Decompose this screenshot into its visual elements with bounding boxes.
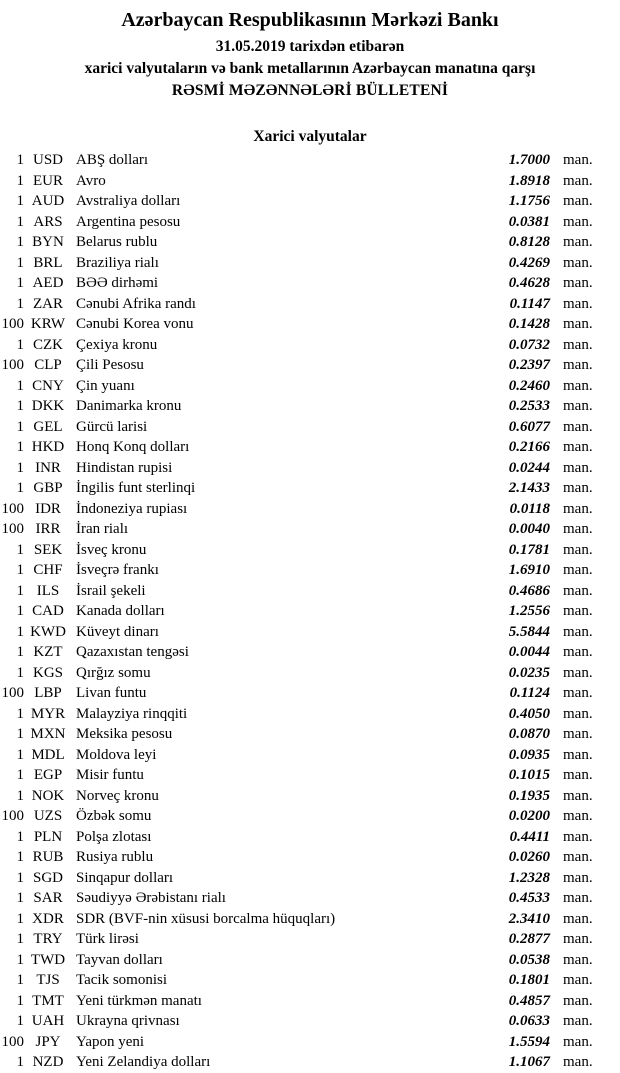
- quantity-cell: 1: [16, 623, 24, 640]
- quantity-cell: 1: [16, 439, 24, 455]
- currency-code-cell: AUD: [31, 193, 65, 209]
- rate-value-cell: 1.1756: [508, 193, 550, 209]
- currency-name-cell: BƏƏ dirhəmi: [76, 275, 159, 291]
- currency-name-cell: Tacik somonisi: [76, 972, 168, 988]
- rate-value-cell: 1.7000: [508, 152, 550, 168]
- currency-name-cell: Türk lirəsi: [76, 931, 139, 947]
- currency-name-cell: Qırğız somu: [76, 664, 151, 681]
- currency-code-cell: MYR: [30, 705, 66, 722]
- table-row: [0, 704, 620, 725]
- rate-value-cell: 1.8918: [508, 172, 550, 189]
- quantity-cell: 1: [16, 275, 24, 291]
- currency-code-cell: KWD: [30, 623, 66, 640]
- table-row: [0, 499, 620, 520]
- table-row: [0, 376, 620, 397]
- quantity-cell: 1: [16, 890, 24, 906]
- currency-code-cell: LBP: [34, 685, 62, 701]
- currency-name-cell: Yapon yeni: [76, 1033, 145, 1050]
- table-row: [0, 171, 620, 192]
- table-row: [0, 212, 620, 233]
- currency-name-cell: Hindistan rupisi: [76, 459, 173, 476]
- currency-code-cell: CLP: [34, 357, 62, 373]
- rate-value-cell: 0.0235: [508, 664, 550, 681]
- quantity-cell: 1: [16, 931, 24, 947]
- currency-name-cell: Qazaxıstan tengəsi: [76, 644, 189, 660]
- rate-value-cell: 0.0538: [508, 951, 550, 968]
- currency-code-cell: RUB: [32, 849, 64, 865]
- table-row: [0, 642, 620, 663]
- unit-cell: man.: [563, 357, 593, 373]
- unit-cell: man.: [563, 951, 593, 968]
- quantity-cell: 1: [16, 992, 24, 1009]
- currency-code-cell: EGP: [33, 767, 63, 783]
- rate-value-cell: 0.0732: [508, 336, 550, 353]
- rate-value-cell: 0.4533: [508, 890, 550, 906]
- quantity-cell: 1: [16, 172, 24, 189]
- table-row: [0, 1052, 620, 1073]
- quantity-cell: 1: [16, 869, 24, 886]
- rate-value-cell: 0.4857: [508, 992, 550, 1009]
- currency-name-cell: İngilis funt sterlinqi: [76, 480, 196, 496]
- currency-name-cell: Norveç kronu: [76, 787, 159, 804]
- currency-name-cell: Misir funtu: [76, 767, 144, 783]
- quantity-cell: 1: [16, 295, 24, 312]
- table-row: [0, 601, 620, 622]
- unit-cell: man.: [563, 910, 593, 927]
- currency-name-cell: Avstraliya dolları: [76, 193, 181, 209]
- effective-date-line: 31.05.2019 tarixdən etibarən: [215, 38, 405, 55]
- table-row: [0, 765, 620, 786]
- quantity-cell: 1: [16, 582, 24, 599]
- rate-value-cell: 0.1781: [508, 541, 550, 558]
- table-row: [0, 191, 620, 212]
- rate-value-cell: 0.8128: [508, 234, 550, 250]
- table-row: [0, 396, 620, 417]
- rate-value-cell: 0.1015: [508, 767, 550, 783]
- currency-code-cell: SEK: [33, 541, 63, 558]
- rate-value-cell: 2.1433: [508, 480, 550, 496]
- unit-cell: man.: [563, 480, 593, 496]
- currency-code-cell: EUR: [33, 172, 63, 189]
- currency-name-cell: Sinqapur dolları: [76, 869, 174, 886]
- currency-name-cell: Danimarka kronu: [76, 398, 182, 414]
- bulletin-title: RƏSMİ MƏZƏNNƏLƏRİ BÜLLETENİ: [171, 82, 449, 99]
- quantity-cell: 1: [16, 828, 24, 845]
- currency-code-cell: MXN: [30, 726, 66, 742]
- table-row: [0, 991, 620, 1012]
- table-row: [0, 232, 620, 253]
- rate-value-cell: 0.0260: [508, 849, 550, 865]
- rate-value-cell: 1.5594: [508, 1033, 550, 1050]
- quantity-cell: 1: [16, 234, 24, 250]
- unit-cell: man.: [563, 705, 593, 722]
- document-header: [0, 0, 620, 100]
- quantity-cell: 1: [16, 459, 24, 476]
- table-row: [0, 950, 620, 971]
- unit-cell: man.: [563, 377, 593, 394]
- quantity-cell: 1: [16, 1013, 24, 1029]
- unit-cell: man.: [563, 213, 593, 230]
- unit-cell: man.: [563, 316, 593, 332]
- rate-value-cell: 1.2556: [508, 603, 550, 619]
- currency-name-cell: İndoneziya rupiası: [76, 500, 188, 517]
- unit-cell: man.: [563, 500, 593, 517]
- currency-code-cell: USD: [32, 152, 63, 168]
- unit-cell: man.: [563, 787, 593, 804]
- rate-value-cell: 2.3410: [508, 910, 550, 927]
- table-row: [0, 663, 620, 684]
- rate-value-cell: 0.0935: [508, 746, 550, 763]
- currency-code-cell: ARS: [33, 213, 63, 230]
- currency-code-cell: JPY: [35, 1033, 61, 1050]
- quantity-cell: 100: [1, 685, 24, 701]
- currency-name-cell: Meksika pesosu: [76, 726, 173, 742]
- currency-name-cell: Çin yuanı: [76, 377, 135, 394]
- table-row: [0, 581, 620, 602]
- currency-code-cell: UZS: [33, 808, 63, 824]
- table-row: [0, 929, 620, 950]
- rate-value-cell: 0.4050: [508, 705, 550, 722]
- rate-value-cell: 0.1935: [508, 787, 550, 804]
- unit-cell: man.: [563, 992, 593, 1009]
- table-row: [0, 519, 620, 540]
- currency-name-cell: Polşa zlotası: [76, 828, 152, 845]
- unit-cell: man.: [563, 972, 593, 988]
- rate-value-cell: 0.1801: [508, 972, 550, 988]
- unit-cell: man.: [563, 644, 593, 660]
- currency-code-cell: IRR: [35, 521, 61, 537]
- quantity-cell: 1: [16, 562, 24, 578]
- unit-cell: man.: [563, 664, 593, 681]
- rate-value-cell: 0.2397: [508, 357, 550, 373]
- currency-name-cell: Moldova leyi: [76, 746, 157, 763]
- unit-cell: man.: [563, 849, 593, 865]
- rate-value-cell: 0.2533: [508, 398, 550, 414]
- currency-name-cell: Braziliya rialı: [76, 254, 159, 271]
- unit-cell: man.: [563, 541, 593, 558]
- table-row: [0, 150, 620, 171]
- currency-code-cell: CAD: [32, 603, 64, 619]
- quantity-cell: 1: [16, 787, 24, 804]
- rate-value-cell: 0.0200: [508, 808, 550, 824]
- quantity-cell: 100: [1, 1033, 24, 1050]
- currency-name-cell: Çexiya kronu: [76, 336, 158, 353]
- rate-value-cell: 0.0044: [508, 644, 550, 660]
- unit-cell: man.: [563, 685, 593, 701]
- unit-cell: man.: [563, 623, 593, 640]
- unit-cell: man.: [563, 459, 593, 476]
- quantity-cell: 1: [16, 603, 24, 619]
- currency-name-cell: Kanada dolları: [76, 603, 165, 619]
- currency-name-cell: Cənubi Korea vonu: [76, 316, 194, 332]
- unit-cell: man.: [563, 767, 593, 783]
- quantity-cell: 1: [16, 480, 24, 496]
- quantity-cell: 1: [16, 152, 24, 168]
- table-row: [0, 540, 620, 561]
- quantity-cell: 1: [16, 336, 24, 353]
- unit-cell: man.: [563, 890, 593, 906]
- currency-code-cell: GEL: [33, 418, 63, 435]
- unit-cell: man.: [563, 275, 593, 291]
- quantity-cell: 1: [16, 746, 24, 763]
- rate-value-cell: 0.4411: [509, 828, 550, 845]
- currency-code-cell: TRY: [33, 931, 63, 947]
- currency-name-cell: ABŞ dolları: [76, 152, 149, 168]
- currency-code-cell: NZD: [32, 1054, 64, 1070]
- rate-value-cell: 0.4269: [508, 254, 550, 271]
- currency-code-cell: CZK: [33, 336, 63, 353]
- quantity-cell: 1: [16, 972, 24, 988]
- unit-cell: man.: [563, 603, 593, 619]
- quantity-cell: 1: [16, 1054, 24, 1070]
- unit-cell: man.: [563, 582, 593, 599]
- unit-cell: man.: [563, 254, 593, 271]
- quantity-cell: 1: [16, 849, 24, 865]
- currency-name-cell: Malayziya rinqqiti: [76, 705, 188, 722]
- currency-code-cell: TMT: [32, 992, 64, 1009]
- quantity-cell: 1: [16, 418, 24, 435]
- quantity-cell: 1: [16, 726, 24, 742]
- currency-code-cell: IDR: [35, 500, 61, 517]
- table-row: [0, 437, 620, 458]
- unit-cell: man.: [563, 931, 593, 947]
- table-row: [0, 683, 620, 704]
- rate-value-cell: 0.1428: [508, 316, 550, 332]
- currency-code-cell: GBP: [33, 480, 63, 496]
- unit-cell: man.: [563, 869, 593, 886]
- table-row: [0, 294, 620, 315]
- subject-line: xarici valyutaların və bank metallarının Azərbaycan manatına qarşı: [84, 60, 536, 77]
- quantity-cell: 1: [16, 951, 24, 968]
- unit-cell: man.: [563, 152, 593, 168]
- quantity-cell: 1: [16, 644, 24, 660]
- bank-name-title: Azərbaycan Respublikasının Mərkəzi Bankı: [121, 9, 499, 31]
- currency-name-cell: Ukrayna qrivnası: [76, 1013, 180, 1029]
- quantity-cell: 100: [1, 316, 24, 332]
- rate-value-cell: 0.2877: [508, 931, 550, 947]
- quantity-cell: 1: [16, 377, 24, 394]
- table-row: [0, 478, 620, 499]
- quantity-cell: 1: [16, 213, 24, 230]
- quantity-cell: 1: [16, 541, 24, 558]
- table-row: [0, 970, 620, 991]
- currency-code-cell: TWD: [30, 951, 66, 968]
- currency-name-cell: Yeni türkmən manatı: [76, 992, 202, 1009]
- rate-value-cell: 0.0118: [509, 500, 550, 517]
- table-row: [0, 888, 620, 909]
- currency-code-cell: XDR: [32, 910, 64, 927]
- unit-cell: man.: [563, 808, 593, 824]
- table-row: [0, 806, 620, 827]
- quantity-cell: 1: [16, 910, 24, 927]
- currency-code-cell: BYN: [32, 234, 64, 250]
- table-row: [0, 458, 620, 479]
- currency-code-cell: UAH: [31, 1013, 65, 1029]
- rate-value-cell: 0.4686: [508, 582, 550, 599]
- table-row: [0, 1032, 620, 1053]
- unit-cell: man.: [563, 398, 593, 414]
- unit-cell: man.: [563, 521, 593, 537]
- table-row: [0, 314, 620, 335]
- currency-name-cell: Cənubi Afrika randı: [76, 295, 196, 312]
- currency-code-cell: CHF: [33, 562, 63, 578]
- currency-name-cell: Avro: [76, 172, 106, 189]
- currency-code-cell: KRW: [30, 316, 66, 332]
- rate-value-cell: 0.0244: [508, 459, 550, 476]
- quantity-cell: 100: [1, 521, 24, 537]
- rate-value-cell: 0.4628: [508, 275, 550, 291]
- currency-name-cell: Küveyt dinarı: [76, 623, 159, 640]
- quantity-cell: 1: [16, 193, 24, 209]
- rate-value-cell: 0.6077: [508, 418, 550, 435]
- rate-value-cell: 1.1067: [508, 1054, 550, 1070]
- table-row: [0, 868, 620, 889]
- unit-cell: man.: [563, 562, 593, 578]
- currency-code-cell: HKD: [31, 439, 65, 455]
- unit-cell: man.: [563, 746, 593, 763]
- rates-table: [0, 150, 620, 1073]
- table-row: [0, 622, 620, 643]
- unit-cell: man.: [563, 172, 593, 189]
- rate-value-cell: 0.0870: [508, 726, 550, 742]
- table-row: [0, 909, 620, 930]
- currency-name-cell: İran rialı: [76, 521, 129, 537]
- currency-name-cell: SDR (BVF-nin xüsusi borcalma hüquqları): [76, 910, 336, 927]
- table-row: [0, 335, 620, 356]
- currency-name-cell: Tayvan dolları: [76, 951, 163, 968]
- currency-code-cell: MDL: [31, 746, 65, 763]
- quantity-cell: 1: [16, 664, 24, 681]
- quantity-cell: 1: [16, 705, 24, 722]
- rate-value-cell: 0.1147: [509, 295, 550, 312]
- currency-code-cell: INR: [35, 459, 61, 476]
- unit-cell: man.: [563, 439, 593, 455]
- currency-code-cell: AED: [32, 275, 64, 291]
- quantity-cell: 1: [16, 398, 24, 414]
- currency-code-cell: SGD: [32, 869, 63, 886]
- rate-value-cell: 0.0633: [508, 1013, 550, 1029]
- currency-code-cell: PLN: [33, 828, 63, 845]
- quantity-cell: 1: [16, 254, 24, 271]
- currency-name-cell: Özbək somu: [76, 808, 152, 824]
- currency-code-cell: TJS: [36, 972, 60, 988]
- table-row: [0, 417, 620, 438]
- unit-cell: man.: [563, 234, 593, 250]
- currency-name-cell: Gürcü larisi: [76, 418, 148, 435]
- currency-name-cell: İsrail şekeli: [76, 582, 146, 599]
- currency-name-cell: Belarus rublu: [76, 234, 158, 250]
- currency-name-cell: İsveçrə frankı: [76, 562, 159, 578]
- table-row: [0, 847, 620, 868]
- unit-cell: man.: [563, 1033, 593, 1050]
- table-row: [0, 827, 620, 848]
- table-row: [0, 724, 620, 745]
- currency-code-cell: ILS: [36, 582, 60, 599]
- quantity-cell: 100: [1, 808, 24, 824]
- currency-code-cell: DKK: [31, 398, 65, 414]
- table-row: [0, 273, 620, 294]
- unit-cell: man.: [563, 1013, 593, 1029]
- unit-cell: man.: [563, 193, 593, 209]
- table-row: [0, 355, 620, 376]
- currency-code-cell: ZAR: [33, 295, 63, 312]
- currency-code-cell: KGS: [32, 664, 63, 681]
- currency-code-cell: BRL: [33, 254, 63, 271]
- table-row: [0, 560, 620, 581]
- table-row: [0, 253, 620, 274]
- table-row: [0, 786, 620, 807]
- section-title-foreign-currencies: Xarici valyutalar: [253, 128, 367, 145]
- unit-cell: man.: [563, 1054, 593, 1070]
- rate-value-cell: 1.6910: [508, 562, 550, 578]
- rate-value-cell: 0.0381: [508, 213, 550, 230]
- unit-cell: man.: [563, 295, 593, 312]
- currency-name-cell: Rusiya rublu: [76, 849, 154, 865]
- rate-value-cell: 0.2460: [508, 377, 550, 394]
- currency-name-cell: Honq Konq dolları: [76, 439, 190, 455]
- rate-value-cell: 5.5844: [508, 623, 550, 640]
- rate-value-cell: 1.2328: [508, 869, 550, 886]
- unit-cell: man.: [563, 726, 593, 742]
- rate-value-cell: 0.0040: [508, 521, 550, 537]
- rate-value-cell: 0.2166: [508, 439, 550, 455]
- currency-name-cell: Çili Pesosu: [76, 357, 144, 373]
- currency-code-cell: SAR: [33, 890, 63, 906]
- currency-name-cell: Səudiyyə Ərəbistanı rialı: [76, 890, 226, 906]
- currency-name-cell: Yeni Zelandiya dolları: [76, 1054, 211, 1070]
- currency-code-cell: KZT: [33, 644, 63, 660]
- quantity-cell: 100: [1, 357, 24, 373]
- rate-value-cell: 0.1124: [509, 685, 550, 701]
- currency-code-cell: CNY: [32, 377, 64, 394]
- table-row: [0, 1011, 620, 1032]
- quantity-cell: 100: [1, 500, 24, 517]
- unit-cell: man.: [563, 418, 593, 435]
- table-row: [0, 745, 620, 766]
- currency-name-cell: İsveç kronu: [76, 541, 147, 558]
- currency-code-cell: NOK: [31, 787, 65, 804]
- unit-cell: man.: [563, 336, 593, 353]
- currency-name-cell: Livan funtu: [76, 685, 147, 701]
- currency-name-cell: Argentina pesosu: [76, 213, 181, 230]
- quantity-cell: 1: [16, 767, 24, 783]
- unit-cell: man.: [563, 828, 593, 845]
